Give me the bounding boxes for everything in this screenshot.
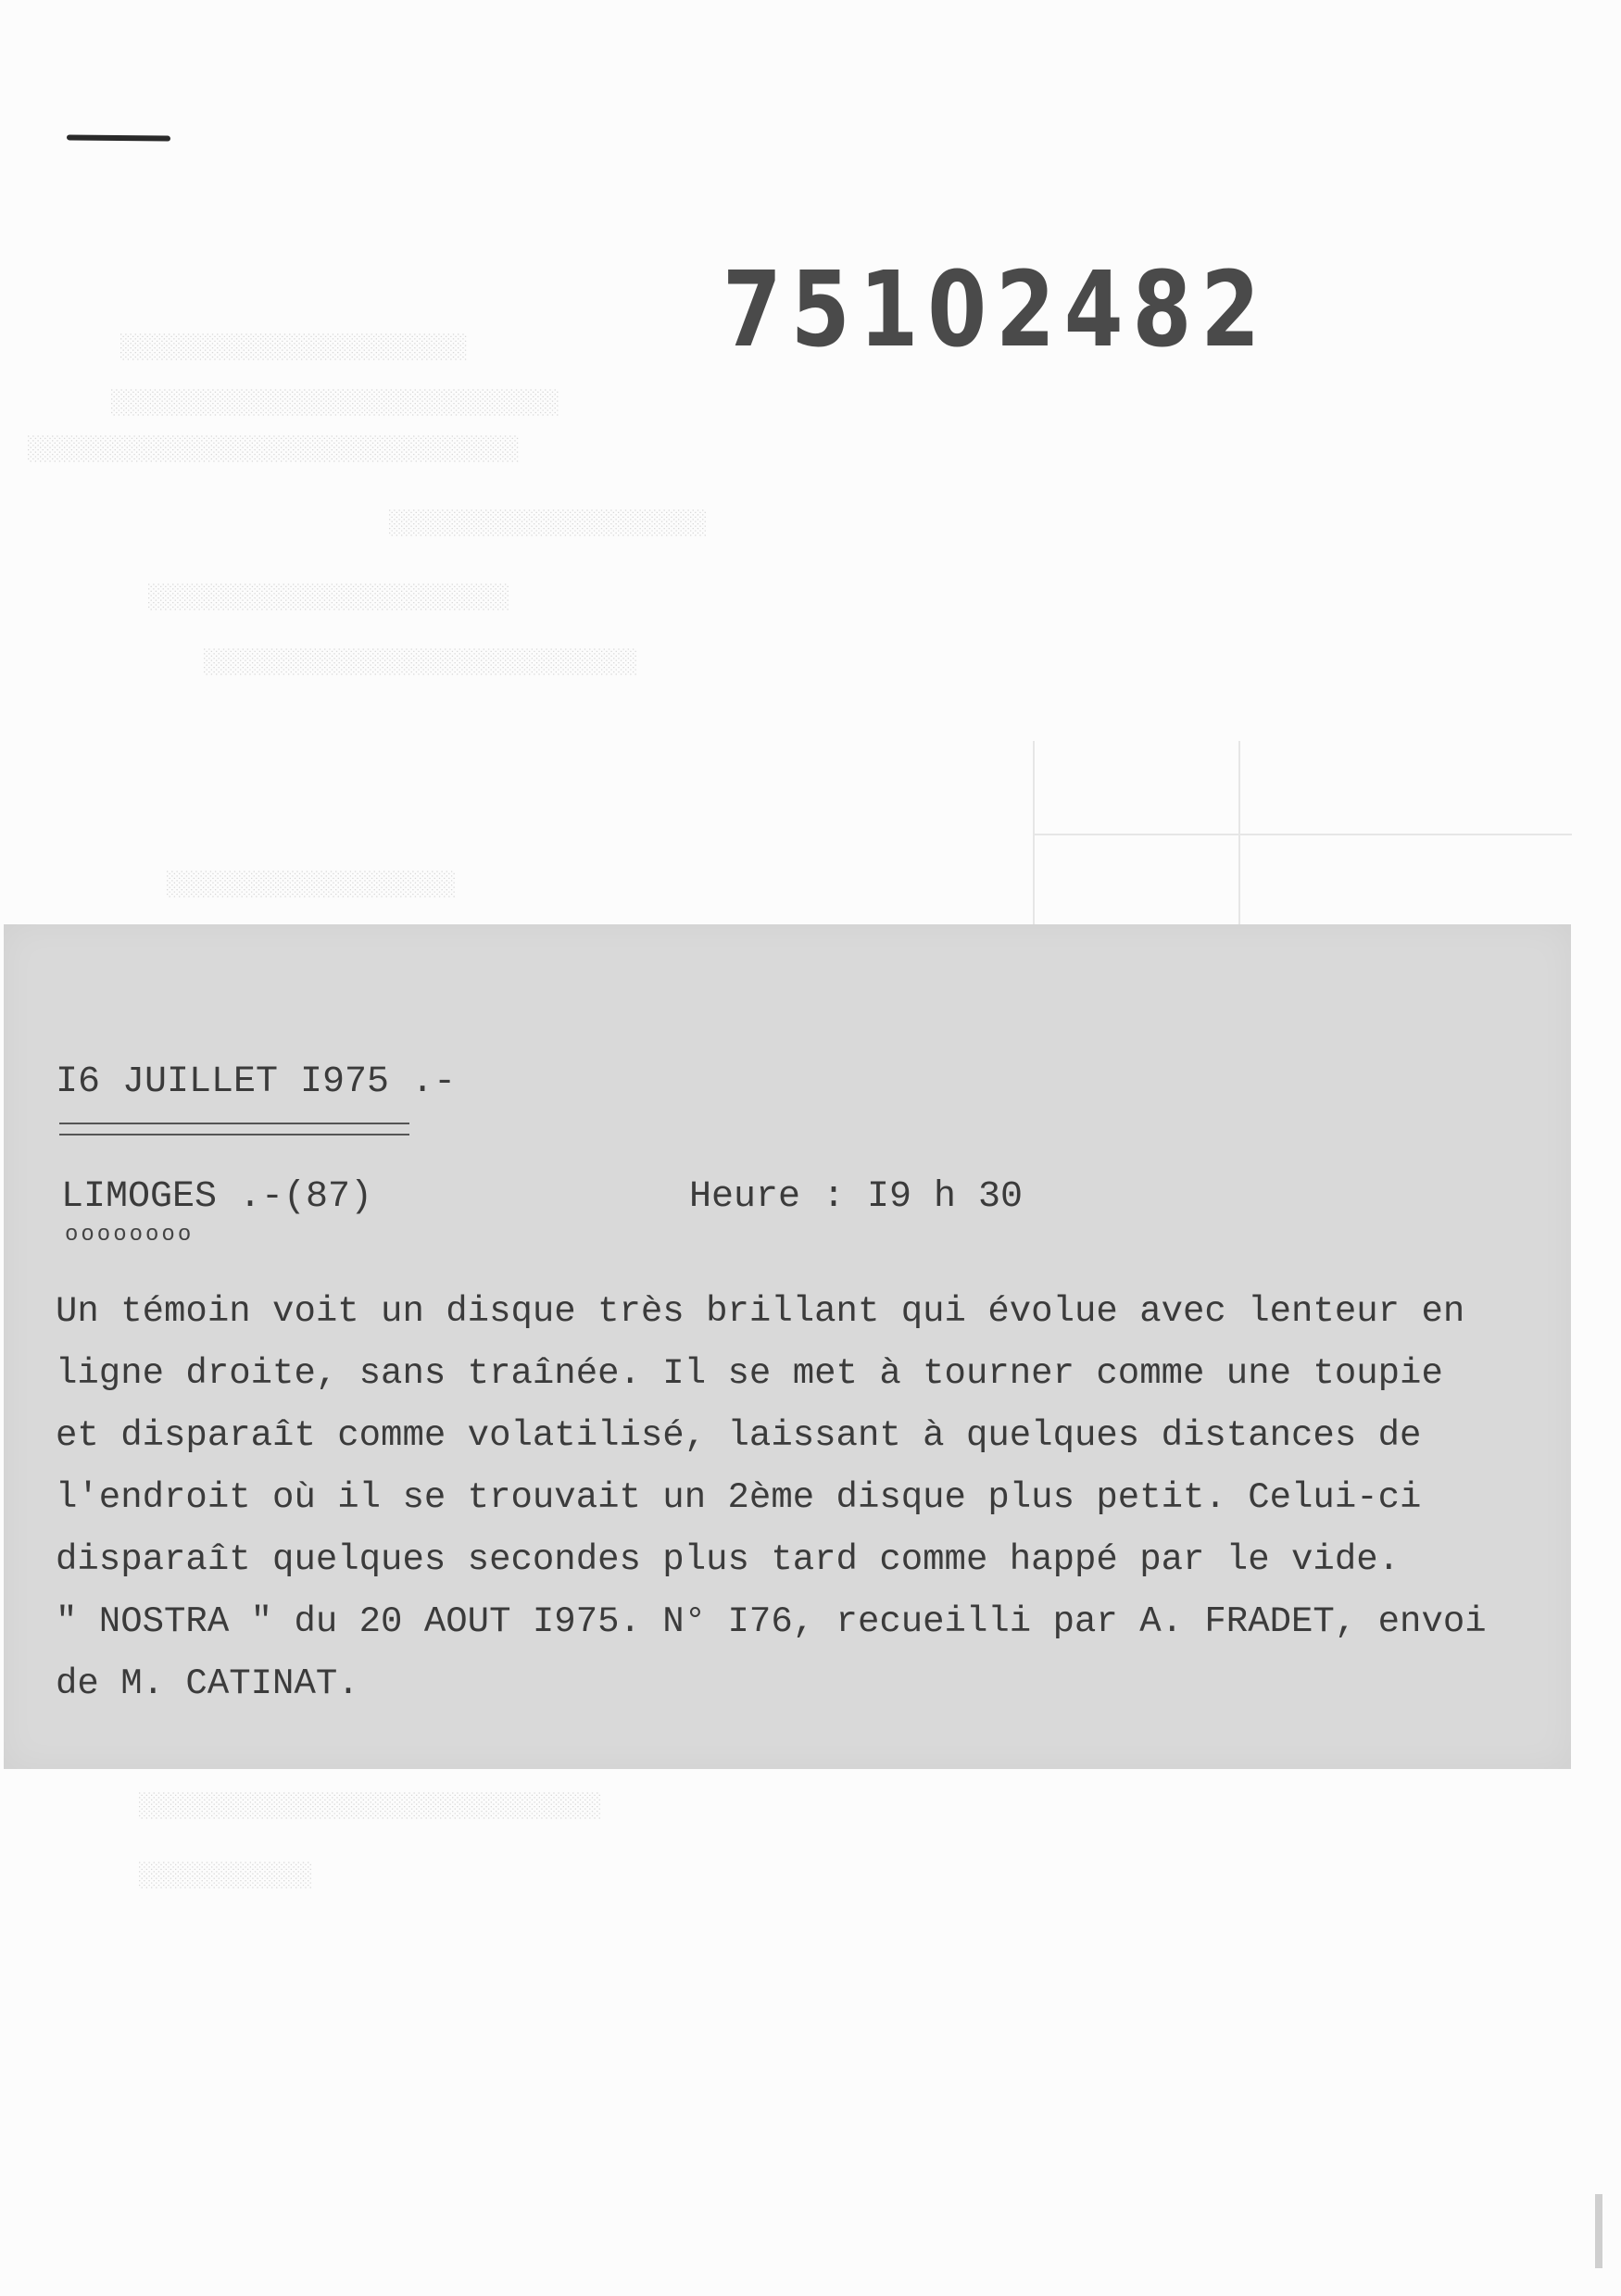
body-line: ligne droite, sans traînée. Il se met à tourner comme une toupie xyxy=(56,1353,1443,1394)
bleed-through-line: ░░░░░░░░░░░░░░░░░░░░ xyxy=(167,871,457,898)
bleed-through-line: ░░░░░░░░░░░░░░░░░░░░░░░░░░░░░░░ xyxy=(111,389,559,417)
bleed-through-line: ░░░░░░░░░░░░ xyxy=(139,1862,313,1889)
pasted-clipping xyxy=(4,924,1571,1769)
bleed-through-line: ░░░░░░░░░░░░░░░░░░░░░░ xyxy=(389,509,708,537)
document-number: 75102482 xyxy=(723,250,1269,370)
bleed-through-line: ░░░░░░░░░░░░░░░░░░░░░░░░░ xyxy=(148,583,510,611)
bleed-through-table xyxy=(1033,741,1572,926)
report-location: LIMOGES .-(87) xyxy=(61,1176,373,1218)
body-line: disparaît quelques secondes plus tard comme happé par le vide. xyxy=(56,1539,1401,1580)
location-underline-circles: oooooooo xyxy=(65,1223,195,1248)
body-line: l'endroit où il se trouvait un 2ème disque plus petit. Celui-ci xyxy=(56,1477,1422,1518)
report-time: Heure : I9 h 30 xyxy=(689,1176,1024,1218)
report-date: I6 JUILLET I975 .- xyxy=(56,1061,457,1103)
body-line: Un témoin voit un disque très brillant qui évolue avec lenteur en xyxy=(56,1291,1465,1332)
date-underline xyxy=(59,1123,409,1135)
body-line: et disparaît comme volatilisé, laissant à quelques distances de xyxy=(56,1415,1422,1456)
report-body xyxy=(56,1281,1556,1715)
bleed-through-line: ░░░░░░░░░░░░░░░░░░░░░░░░░░░░░░ xyxy=(204,648,638,676)
bleed-through-line: ░░░░░░░░░░░░░░░░░░░░░░░░ xyxy=(120,333,468,361)
scan-edge-mark xyxy=(1595,2194,1602,2268)
bleed-through-line: ░░░░░░░░░░░░░░░░░░░░░░░░░░░░░░░░░░ xyxy=(28,435,520,463)
body-line: " NOSTRA " du 20 AOUT I975. N° I76, recueilli par A. FRADET, envoi xyxy=(56,1601,1487,1642)
bleed-through-line: ░░░░░░░░░░░░░░░░░░░░░░░░░░░░░░░░ xyxy=(139,1792,602,1820)
body-line: de M. CATINAT. xyxy=(56,1663,359,1704)
pen-dash-mark xyxy=(67,134,170,141)
